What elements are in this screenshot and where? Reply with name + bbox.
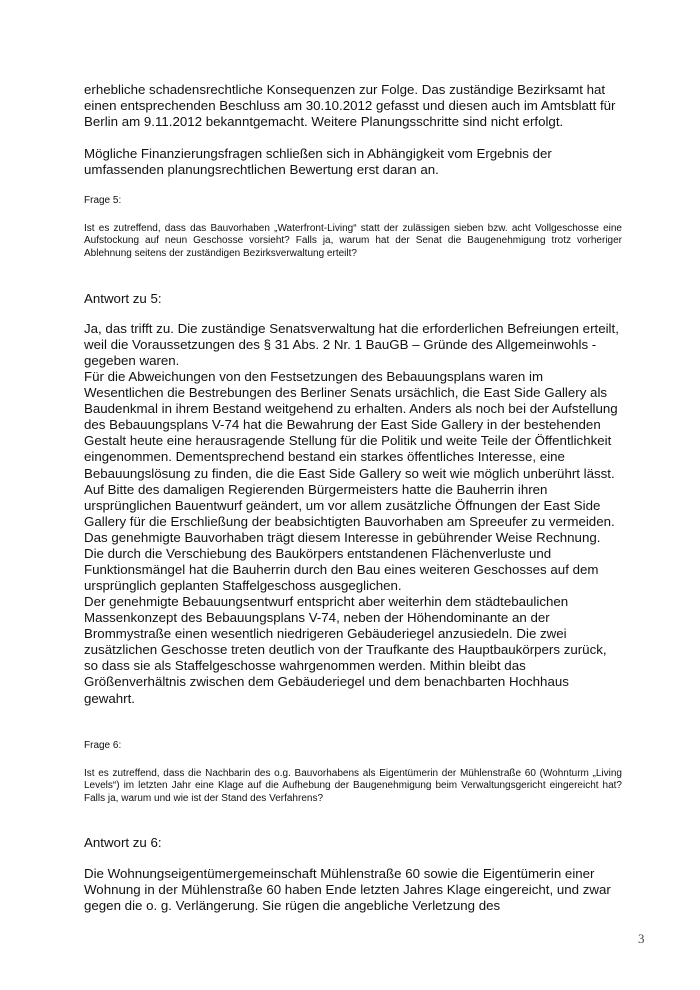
question-6-label: Frage 6: [84,740,122,751]
answer-6-paragraph-1: Die Wohnungseigentümergemeinschaft Mühlenstraße 60 sowie die Eigentümerin einer Wohnung in der Mühlenstraße 60 haben Ende letzten Jahres Klage eingereicht, und zwar gegen die o. g. Verlängerung. Sie rügen die angebliche Verletzung des [84,866,611,914]
answer-5-paragraph-1: Ja, das trifft zu. Die zuständige Senatsverwaltung hat die erforderlichen Befreiungen erteilt, weil die Voraussetzungen des § 31 Abs. 2 Nr. 1 BauGB – Gründe des Allgemeinwohls - gegeben waren. [84,321,619,369]
page-number: 3 [638,931,645,946]
intro-paragraph-1: erhebliche schadensrechtliche Konsequenzen zur Folge. Das zuständige Bezirksamt hat einen entsprechenden Beschluss am 30.10.2012 gefasst und diesen auch im Amtsblatt für Berlin am 9.11.2012 bekanntgemacht. Weitere Planungsschritte sind nicht erfolgt. [84,82,616,130]
answer-5-heading: Antwort zu 5: [84,291,162,306]
answer-5-paragraph-3: Der genehmigte Bebauungsentwurf entspricht aber weiterhin dem städtebaulichen Massenkonzept des Bebauungsplans V-74, neben der Höhendominante an der Brommystraße einen wesentlich niedrigeren Gebäuderiegel anzusiedeln. Die zwei zusätzlichen Geschosse treten deutlich von der Traufkante des Hauptbaukörpers zurück, so dass sie als Staffelgeschosse wahrgenommen werden. Mithin bleibt das Größenverhältnis zwischen dem Gebäuderiegel und dem benachbarten Hochhaus gewahrt. [84,594,607,706]
answer-6-heading: Antwort zu 6: [84,835,162,850]
intro-paragraph-2: Mögliche Finanzierungsfragen schließen sich in Abhängigkeit vom Ergebnis der umfassenden planungsrechtlichen Bewertung erst daran an. [84,146,552,178]
answer-5-paragraph-2: Für die Abweichungen von den Festsetzungen des Bebauungsplans waren im Wesentlichen die Bestrebungen des Berliner Senats ursächlich, die East Side Gallery als Baudenkmal in ihrem Bestand weitgehend zu erhalten. Anders als noch bei der Aufstellung des Bebauungsplans V-74 hat die Bewahrung der East Side Gallery in der bestehenden Gestalt heute eine herausragende Stellung für die Politik und weite Teile der Öffentlichkeit eingenommen. Dementsprechend bestand ein starkes öffentliches Interesse, eine Bebauungslösung zu finden, die die East Side Gallery so weit wie möglich unberührt lässt. Auf Bitte des damaligen Regierenden Bürgermeisters hatte die Bauherrin ihren ursprünglichen Bauentwurf geändert, um vor allem zusätzliche Öffnungen der East Side Gallery für die Erschließung der beabsichtigten Bauvorhaben am Spreeufer zu vermeiden. Das genehmigte Bauvorhaben trägt diesem Interesse in gebührender Weise Rechnung. Die durch die Verschiebung des Baukörpers entstandenen Flächenverluste und Funktionsmängel hat die Bauherrin durch den Bau eines weiteren Geschosses auf dem ursprünglich geplanten Staffelgeschoss ausgeglichen. [84,369,618,594]
question-6-text: Ist es zutreffend, dass die Nachbarin des o.g. Bauvorhabens als Eigentümerin der Mühlenstraße 60 (Wohnturm „Living Levels“) im letzten Jahr eine Klage auf die Aufhebung der Baugenehmigung beim Verwaltungsgericht eingereicht hat? Falls ja, warum und wie ist der Stand des Verfahrens? [84,768,622,804]
question-5-text: Ist es zutreffend, dass das Bauvorhaben „Waterfront-Living“ statt der zulässigen sieben bzw. acht Vollgeschosse eine Aufstockung auf neun Geschosse vorsieht? Falls ja, warum hat der Senat die Baugenehmigung trotz vorheriger Ablehnung seitens der zuständigen Bezirksverwaltung erteilt? [84,223,622,259]
question-5-label: Frage 5: [84,195,122,206]
